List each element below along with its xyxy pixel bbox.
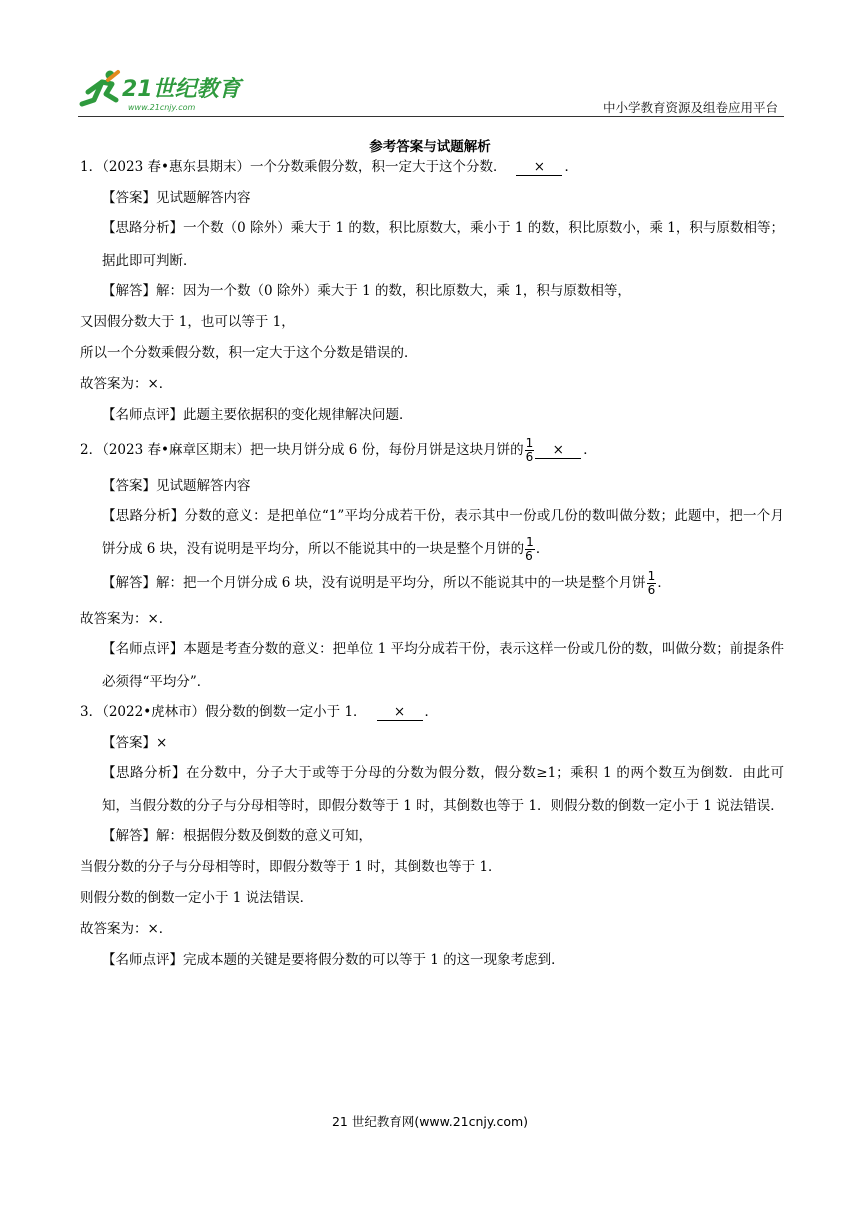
svg-text:21世纪教育: 21世纪教育 xyxy=(122,77,241,102)
page-footer: 21 世纪教育网(www.21cnjy.com) xyxy=(331,1114,529,1129)
page-title: 参考答案与试题解析 xyxy=(369,139,491,155)
question-3-stem: 3．（2022•虎林市）假分数的倒数一定小于 1． × ． xyxy=(80,704,439,720)
answer-blank: × xyxy=(377,705,423,721)
page-header xyxy=(78,66,782,118)
question-1-stem: 1．（2023 春•惠东县期末）一个分数乘假分数，积一定大于这个分数． × ． xyxy=(80,159,578,175)
q3-solution-line: 则假分数的倒数一定小于 1 说法错误． xyxy=(80,890,314,906)
answer-blank: × xyxy=(516,160,562,176)
q3-answer: 【答案】× xyxy=(102,735,168,751)
answer-content xyxy=(80,158,784,982)
q2-answer: 【答案】见试题解答内容 xyxy=(102,478,251,494)
answer-blank: × xyxy=(535,443,581,459)
q2-solution-line: 【解答】解：把一个月饼分成 6 块，没有说明是平均分，所以不能说其中的一块是整个月饼 $\frac{1}{6}$ ． xyxy=(102,569,671,597)
q1-answer: 【答案】见试题解答内容 xyxy=(102,190,251,206)
q1-solution-line: 【解答】解：因为一个数（0 除外）乘大于 1 的数，积比原数大，乘 1，积与原数相等， xyxy=(102,283,631,299)
platform-name: 中小学教育资源及组卷应用平台 xyxy=(602,100,778,115)
fraction-one-sixth: $\frac{1}{6}$ xyxy=(647,569,656,597)
q1-analysis: 【思路分析】一个数（0 除外）乘大于 1 的数，积比原数大，乘小于 1 的数，积比原数小，乘 1，积与原数相等；据此即可判断． xyxy=(102,220,784,269)
site-logo xyxy=(78,66,258,116)
q3-comment: 【名师点评】完成本题的关键是要将假分数的可以等于 1 的这一现象考虑到． xyxy=(102,952,565,968)
q1-final-answer: 故答案为：×． xyxy=(80,376,173,392)
fraction-one-sixth: $\frac{1}{6}$ xyxy=(525,535,534,563)
q3-analysis: 【思路分析】在分数中，分子大于或等于分母的分数为假分数，假分数≥1；乘积 1 的两个数互为倒数．由此可知，当假分数的分子与分母相等时，即假分数等于 1 时，其倒数也等于 1．则假分数的倒数一定小于 1 说法错误． xyxy=(102,765,784,814)
q2-analysis: 【思路分析】分数的意义：是把单位“1”平均分成若干份，表示其中一份或几份的数叫做分数；此题中，把一个月饼分成 6 块，没有说明是平均分，所以不能说其中的一块是整个月饼的 $\frac{1}{6}$ ． xyxy=(102,508,784,563)
header-divider xyxy=(78,116,784,117)
q3-final-answer: 故答案为：×． xyxy=(80,921,173,937)
q2-final-answer: 故答案为：×． xyxy=(80,611,173,627)
q1-solution-line: 所以一个分数乘假分数，积一定大于这个分数是错误的． xyxy=(80,345,418,361)
q2-comment: 【名师点评】本题是考查分数的意义：把单位 1 平均分成若干份，表示这样一份或几份的数，叫做分数；前提条件必须得“平均分”． xyxy=(102,641,784,690)
fraction-one-sixth: $\frac{1}{6}$ xyxy=(525,436,534,464)
svg-text:www.21cnjy.com: www.21cnjy.com xyxy=(128,103,196,112)
q1-solution-line: 又因假分数大于 1，也可以等于 1， xyxy=(80,314,295,330)
q3-solution-line: 【解答】解：根据假分数及倒数的意义可知， xyxy=(102,828,372,844)
q1-comment: 【名师点评】此题主要依据积的变化规律解决问题． xyxy=(102,407,413,423)
question-2-stem: 2．（2023 春•麻章区期末）把一块月饼分成 6 份，每份月饼是这块月饼的 $\frac{1}{6}$ × ． xyxy=(80,436,597,464)
q3-solution-line: 当假分数的分子与分母相等时，即假分数等于 1 时，其倒数也等于 1． xyxy=(80,859,502,875)
runner-icon xyxy=(82,71,118,105)
